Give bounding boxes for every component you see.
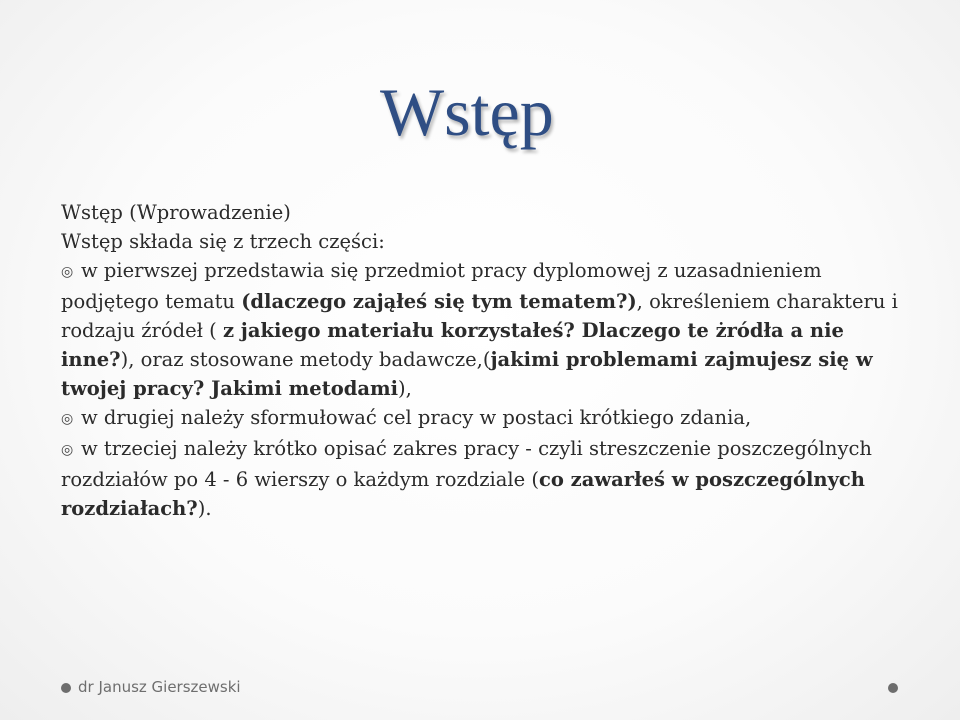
bullet-icon: ◎ bbox=[61, 264, 74, 280]
footer-dot-icon bbox=[888, 683, 898, 693]
item1-bold-2: z jakiego materiału korzystałeś? Dlaczego te żródła a nie inne? bbox=[61, 319, 844, 371]
item1-bold-1: (dlaczego zająłeś się tym tematem?) bbox=[241, 290, 637, 313]
slide-body bbox=[61, 198, 921, 523]
list-item-second-part bbox=[61, 403, 921, 434]
item3-text-1: w trzeciej należy krótko opisać zakres pracy - czyli streszczenie poszczególnych rozdziałów po 4 - 6 wierszy o każdym rozdziale ( bbox=[61, 437, 872, 491]
item1-bold-3: jakimi problemami zajmujesz się w twojej pracy? Jakimi metodami bbox=[61, 348, 873, 400]
slide-footer bbox=[0, 676, 960, 700]
item1-text-3: ), oraz stosowane metody badawcze,( bbox=[120, 348, 491, 371]
list-item-third-part bbox=[61, 434, 921, 523]
item2-text-1: w drugiej należy sformułować cel pracy w postaci krótkiego zdania, bbox=[81, 406, 752, 429]
item1-text-1: w pierwszej przedstawia się przedmiot pracy dyplomowej z uzasadnieniem podjętego tematu bbox=[61, 259, 822, 313]
footer-dot-icon bbox=[61, 683, 71, 693]
item3-text-2: ). bbox=[197, 497, 212, 520]
list-item-first-part bbox=[61, 256, 921, 403]
intro-line-1: Wstęp (Wprowadzenie) bbox=[61, 201, 291, 224]
bullet-icon: ◎ bbox=[61, 442, 74, 458]
footer-author: dr Janusz Gierszewski bbox=[78, 678, 241, 696]
item1-text-2: , określeniem charakteru i rodzaju źródeł ( bbox=[61, 290, 898, 342]
slide-title: Wstęp bbox=[380, 74, 554, 150]
item1-text-4: ), bbox=[398, 377, 412, 400]
bullet-icon: ◎ bbox=[61, 411, 74, 427]
item3-bold-1: co zawarłeś w poszczególnych rozdziałach? bbox=[61, 468, 865, 520]
intro-line-2: Wstęp składa się z trzech części: bbox=[61, 230, 385, 253]
